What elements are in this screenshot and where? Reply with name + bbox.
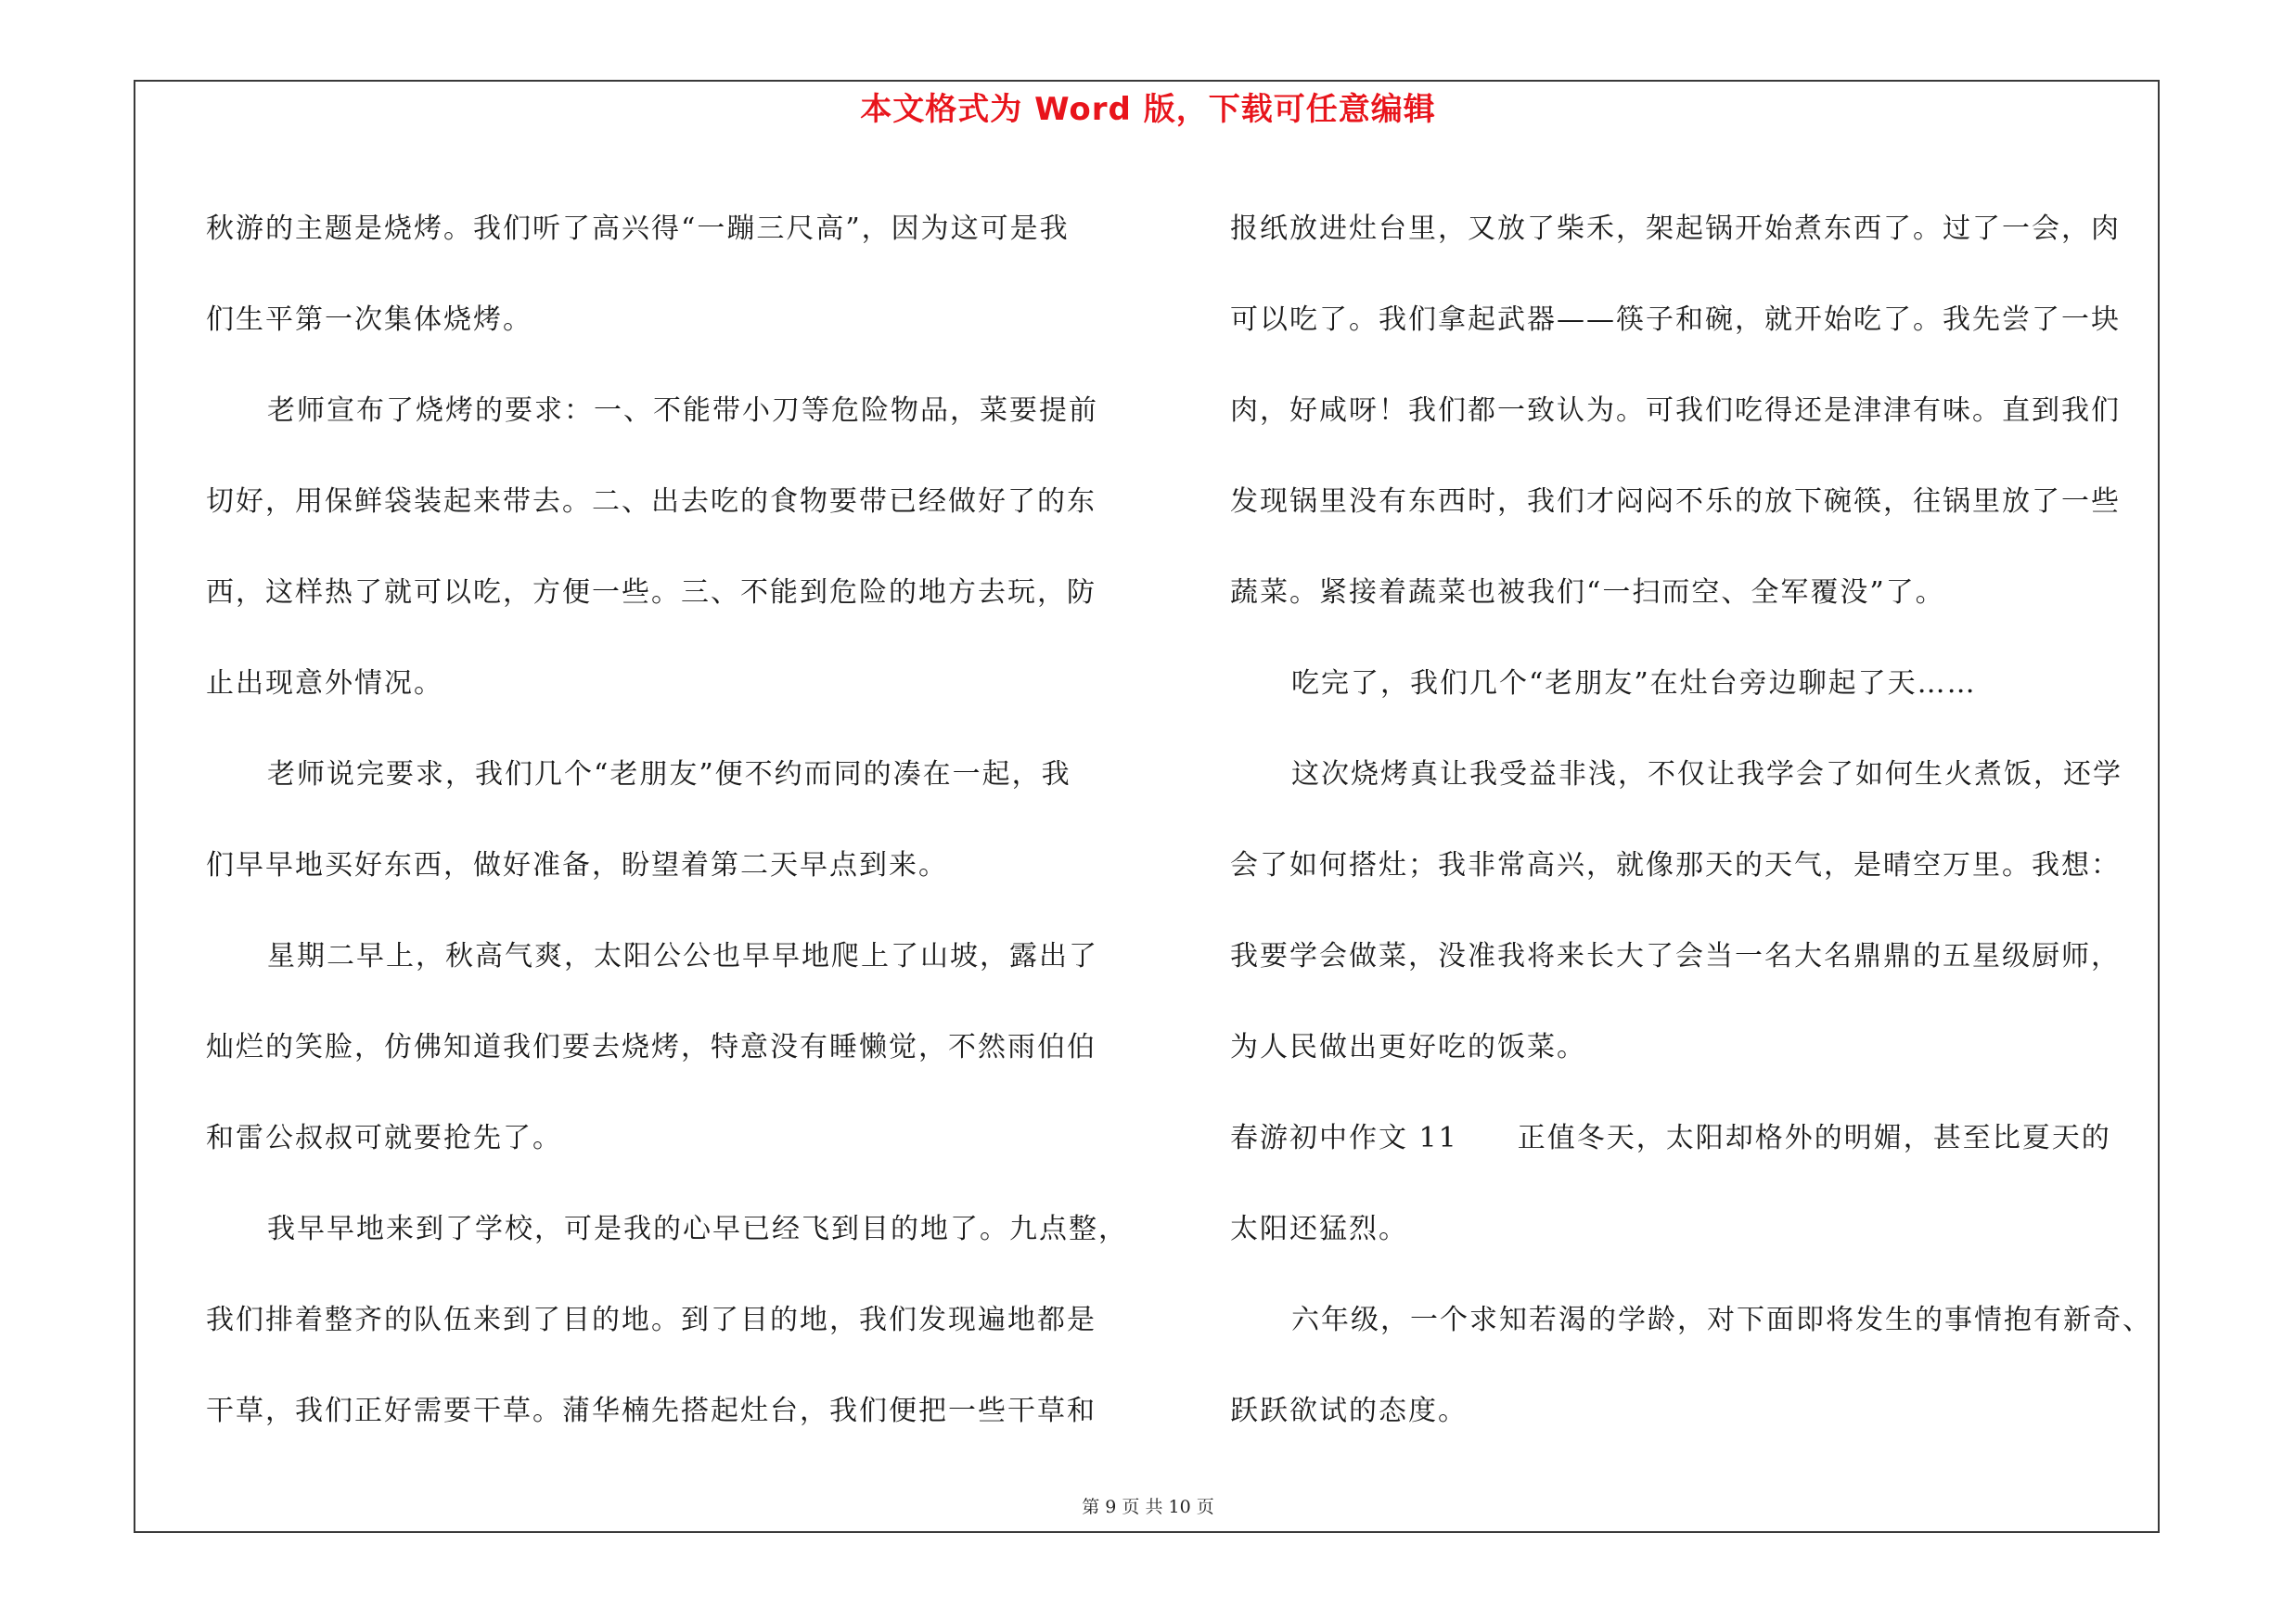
text-line: 六年级，一个求知若渴的学龄，对下面即将发生的事情抱有新奇、 (1291, 1304, 2152, 1336)
text-line: 干草，我们正好需要干草。蒲华楠先搭起灶台，我们便把一些干草和 (206, 1395, 1097, 1427)
text-line: 会了如何搭灶；我非常高兴，就像那天的天气，是晴空万里。我想： (1230, 849, 2121, 882)
text-line: 报纸放进灶台里，又放了柴禾，架起锅开始煮东西了。过了一会，肉 (1230, 213, 2121, 245)
text-line: 止出现意外情况。 (206, 667, 443, 700)
right-text-column (1230, 184, 2158, 1457)
text-line: 秋游的主题是烧烤。我们听了高兴得“一蹦三尺高”，因为这可是我 (206, 213, 1070, 245)
text-line: 可以吃了。我们拿起武器——筷子和碗，就开始吃了。我先尝了一块 (1230, 303, 2121, 336)
left-text-column (206, 184, 1134, 1457)
text-line: 西，这样热了就可以吃，方便一些。三、不能到危险的地方去玩，防 (206, 576, 1097, 609)
text-line: 我早早地来到了学校，可是我的心早已经飞到目的地了。九点整， (267, 1213, 1128, 1245)
text-line: 这次烧烤真让我受益非浅，不仅让我学会了如何生火煮饭，还学 (1291, 758, 2123, 791)
text-line: 发现锅里没有东西时，我们才闷闷不乐的放下碗筷，往锅里放了一些 (1230, 485, 2121, 518)
document-header-title: 本文格式为 Word 版，下载可任意编辑 (860, 91, 1436, 128)
text-line: 吃完了，我们几个“老朋友”在灶台旁边聊起了天…… (1291, 667, 1977, 700)
page-number-footer: 第 9 页 共 10 页 (1082, 1497, 1214, 1517)
text-line: 为人民做出更好吃的饭菜。 (1230, 1031, 1586, 1063)
text-line: 们生平第一次集体烧烤。 (206, 303, 532, 336)
text-line: 切好，用保鲜袋装起来带去。二、出去吃的食物要带已经做好了的东 (206, 485, 1097, 518)
text-line: 和雷公叔叔可就要抢先了。 (206, 1122, 562, 1154)
text-line: 我要学会做菜，没准我将来长大了会当一名大名鼎鼎的五星级厨师， (1230, 940, 2121, 973)
text-line: 肉，好咸呀！我们都一致认为。可我们吃得还是津津有味。直到我们 (1230, 394, 2121, 427)
text-line: 太阳还猛烈。 (1230, 1213, 1408, 1245)
text-line: 春游初中作文 11 正值冬天，太阳却格外的明媚，甚至比夏天的 (1230, 1122, 2111, 1154)
text-line: 跃跃欲试的态度。 (1230, 1395, 1468, 1427)
text-line: 星期二早上，秋高气爽，太阳公公也早早地爬上了山坡，露出了 (267, 940, 1098, 973)
text-line: 们早早地买好东西，做好准备，盼望着第二天早点到来。 (206, 849, 948, 882)
text-line: 老师说完要求，我们几个“老朋友”便不约而同的凑在一起，我 (267, 758, 1071, 791)
text-line: 灿烂的笑脸，仿佛知道我们要去烧烤，特意没有睡懒觉，不然雨伯伯 (206, 1031, 1097, 1063)
text-line: 我们排着整齐的队伍来到了目的地。到了目的地，我们发现遍地都是 (206, 1304, 1097, 1336)
text-line: 老师宣布了烧烤的要求：一、不能带小刀等危险物品，菜要提前 (267, 394, 1098, 427)
text-line: 蔬菜。紧接着蔬菜也被我们“一扫而空、全军覆没”了。 (1230, 576, 1945, 609)
